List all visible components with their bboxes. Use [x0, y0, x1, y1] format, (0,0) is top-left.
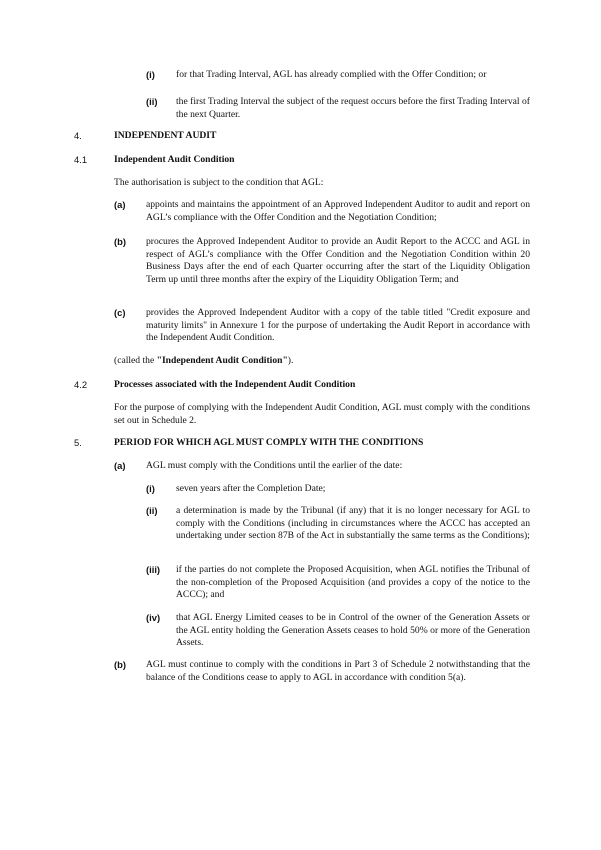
item-label: (a): [114, 460, 126, 471]
called-suffix: ).: [287, 355, 294, 366]
item-text: appoints and maintains the appointment of an Approved Independent Auditor to audit and report on AGL’s compliance with the Offer Condition and the Negotiation Condition;: [146, 199, 530, 223]
subitem-label: (i): [146, 483, 155, 494]
item-text: procures the Approved Independent Auditor to provide an Audit Report to the ACCC and AGL in respect of AGL’s compliance with the Offer Condition and the Negotiation Condition within 20 Business Days after the end of each Quarter occurring after the start of the Liquidity Obligation Term up until three months after the expiry of the Liquidity Obligation Term; and: [146, 236, 530, 285]
subsection-number: 4.2: [74, 379, 88, 390]
subsection-number: 4.1: [74, 154, 88, 165]
item-label: (b): [114, 236, 126, 247]
called-prefix: (called the: [114, 355, 157, 366]
item-label: (a): [114, 199, 126, 210]
subsection-heading: Independent Audit Condition: [114, 154, 235, 165]
defined-term: "Independent Audit Condition": [156, 355, 288, 366]
item-text: provides the Approved Independent Auditor with a copy of the table titled "Credit exposure and maturity limits" in Annexure 1 for the purpose of undertaking the Audit Report in accordance with the Independent Audit Condition.: [146, 307, 530, 344]
paragraph-intro: The authorisation is subject to the condition that AGL:: [114, 177, 324, 188]
item-label: (c): [114, 307, 126, 318]
paragraph-text: For the purpose of complying with the Independent Audit Condition, AGL must comply with the conditions set out in Schedule 2.: [114, 402, 530, 426]
defined-term-paragraph: [114, 355, 530, 368]
subitem-text: that AGL Energy Limited ceases to be in Control of the owner of the Generation Assets or the AGL entity holding the Generation Assets ceases to hold 50% or more of the Generation Assets.: [176, 612, 530, 649]
section-number: 4.: [74, 130, 82, 141]
subitem-text: a determination is made by the Tribunal (if any) that it is no longer necessary for AGL to comply with the Conditions (including in circumstances where the ACCC has accepted an undertaking under section 87B of the Act in substantially the same terms as the Conditions);: [176, 505, 530, 542]
subitem-text: if the parties do not complete the Proposed Acquisition, when AGL notifies the Tribunal of the non-completion of the Proposed Acquisition (and provides a copy of the notice to the ACCC); and: [176, 564, 530, 601]
section-heading: INDEPENDENT AUDIT: [114, 130, 217, 141]
subitem-text: seven years after the Completion Date;: [176, 483, 326, 494]
item-label: (b): [114, 659, 126, 670]
item-label: (i): [146, 69, 155, 80]
subitem-label: (iii): [146, 564, 161, 575]
subitem-label: (ii): [146, 505, 158, 516]
item-text: the first Trading Interval the subject of the request occurs before the first Trading Interval of the next Quarter.: [176, 96, 530, 120]
item-label: (ii): [146, 96, 158, 107]
item-text: AGL must comply with the Conditions until the earlier of the date:: [146, 460, 403, 471]
item-text: for that Trading Interval, AGL has already complied with the Offer Condition; or: [176, 69, 487, 80]
section-number: 5.: [74, 437, 82, 448]
subsection-heading: Processes associated with the Independent Audit Condition: [114, 379, 356, 390]
subitem-label: (iv): [146, 612, 161, 623]
item-text: AGL must continue to comply with the conditions in Part 3 of Schedule 2 notwithstanding that the balance of the Conditions cease to apply to AGL in accordance with condition 5(a).: [146, 659, 530, 683]
section-heading: PERIOD FOR WHICH AGL MUST COMPLY WITH THE CONDITIONS: [114, 437, 424, 448]
